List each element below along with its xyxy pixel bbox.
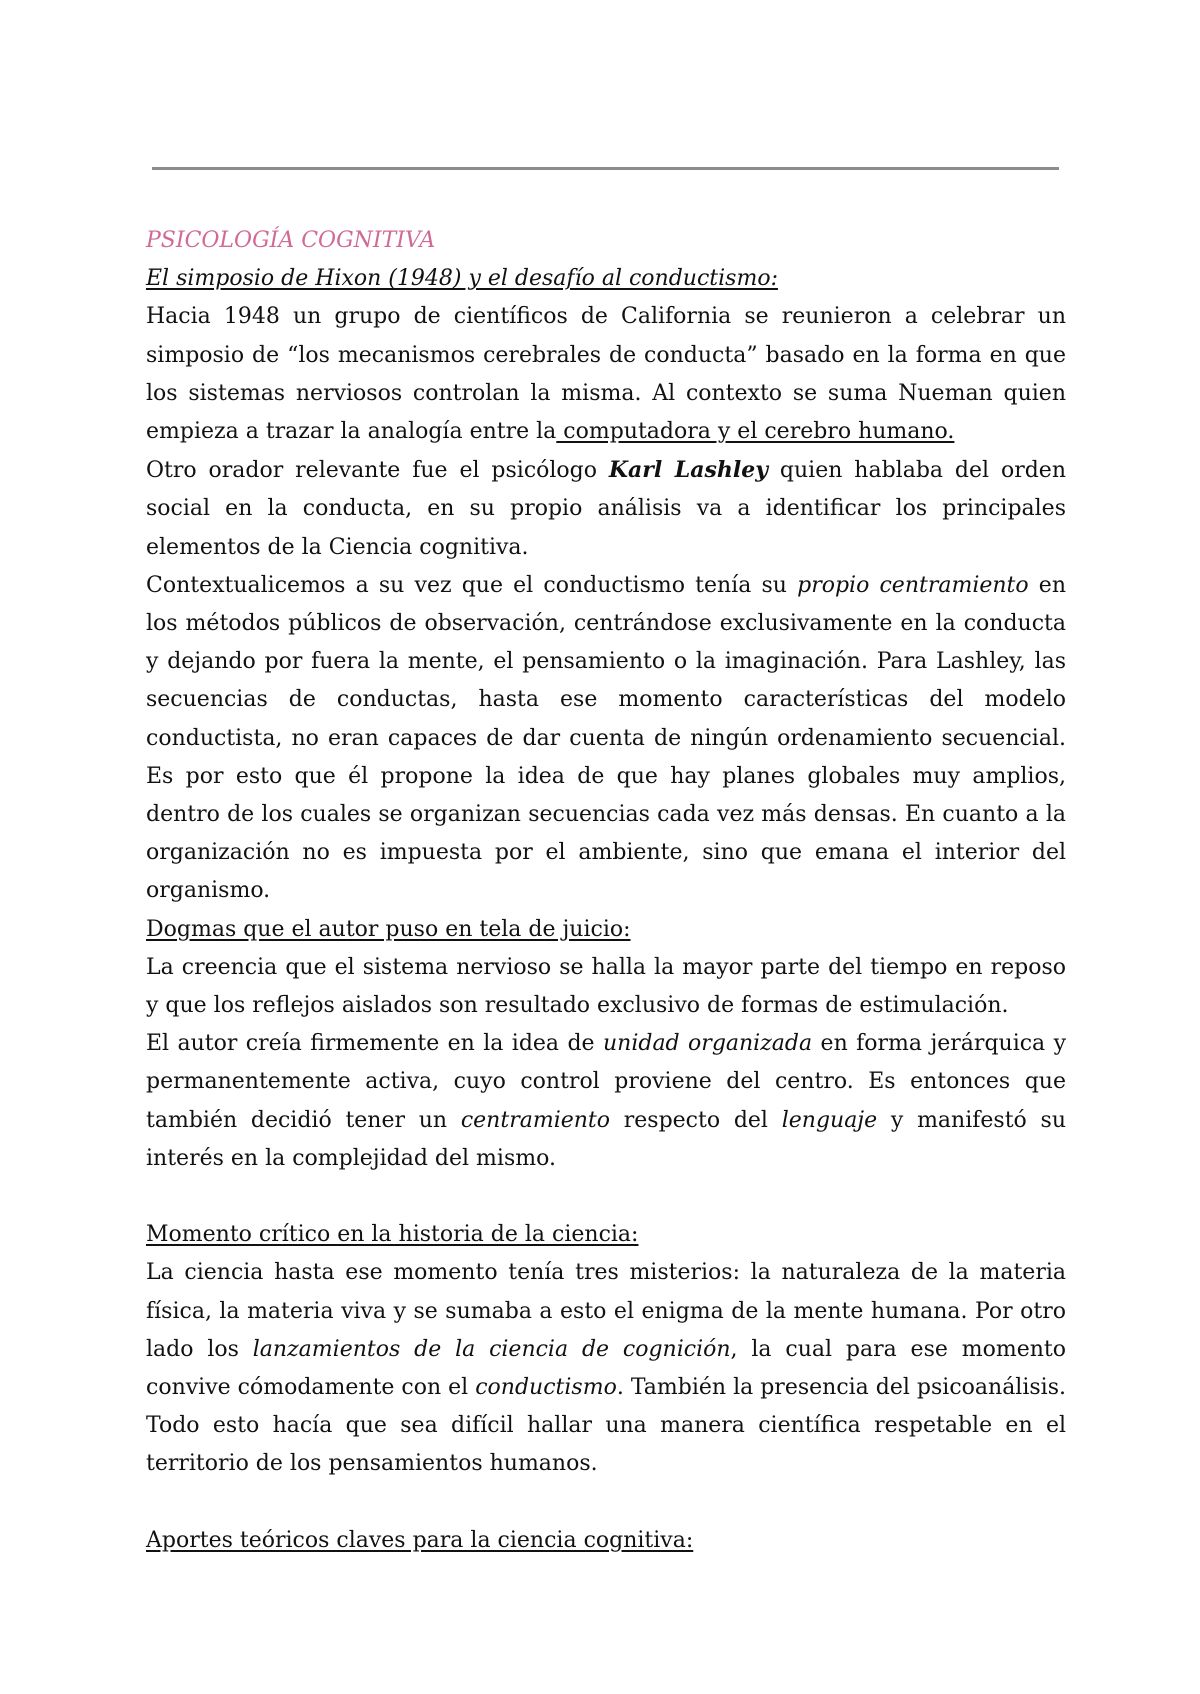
paragraph-text: La creencia que el sistema nervioso se halla la mayor parte del tiempo en reposo y que los reflejos aislados son resultado exclusivo de formas de estimulación. bbox=[146, 954, 1066, 1019]
paragraph-text: . También la presencia del psicoanálisis. Todo esto hacía que sea difícil hallar una manera científica respetable en el territorio de los pensamientos humanos. bbox=[146, 1375, 1066, 1477]
italic-phrase: conductismo bbox=[475, 1375, 617, 1401]
author-name: Karl Lashley bbox=[608, 457, 769, 484]
paragraph-text: , la cual para ese momento convive cómodamente con el bbox=[146, 1336, 1066, 1401]
paragraph-text: Hacia 1948 un grupo de científicos de California se reunieron a celebrar un simposio de “los mecanismos cerebrales de conducta” basado en la forma en que los sistemas nerviosos controlan la misma. Al contexto se suma Nueman quien empieza a trazar la analogía entre la bbox=[146, 304, 1066, 445]
paragraph-text: Otro orador relevante fue el psicólogo bbox=[146, 458, 609, 484]
paragraph-dogmas bbox=[146, 949, 1066, 1025]
paragraph-text: La ciencia hasta ese momento tenía tres misterios: la naturaleza de la materia física, la materia viva y se sumaba a esto el enigma de la mente humana. Por otro lado los bbox=[146, 1260, 1066, 1362]
paragraph-text: respecto del bbox=[610, 1107, 782, 1133]
underlined-phrase: computadora y el cerebro humano. bbox=[556, 419, 955, 445]
section-heading-dogmas: Dogmas que el autor puso en tela de juicio: bbox=[146, 916, 631, 942]
paragraph-conductismo bbox=[146, 567, 1066, 911]
section-heading-hixon: El simposio de Hixon (1948) y el desafío al conductismo: bbox=[146, 266, 778, 292]
header-rule bbox=[152, 167, 1059, 170]
section-heading-aportes: Aportes teóricos claves para la ciencia cognitiva: bbox=[146, 1527, 694, 1553]
paragraph-lashley bbox=[146, 451, 1066, 567]
paragraph-text: en forma jerárquica y permanentemente activa, cuyo control proviene del centro. Es entonces que también decidió tener un bbox=[146, 1031, 1067, 1133]
italic-phrase: lanzamientos de la ciencia de cognición bbox=[252, 1336, 731, 1362]
italic-phrase: lenguaje bbox=[781, 1107, 878, 1133]
italic-phrase: unidad organizada bbox=[602, 1031, 813, 1057]
paragraph-text: quien hablaba del orden social en la conducta, en su propio análisis va a identificar los principales elementos de la Ciencia cognitiva. bbox=[146, 458, 1066, 560]
document-title: PSICOLOGÍA COGNITIVA bbox=[146, 228, 436, 253]
paragraph-text: en los métodos públicos de observación, centrándose exclusivamente en la conducta y dejando por fuera la mente, el pensamiento o la imaginación. Para Lashley, las secuencias de conductas, hasta ese momento características del modelo conductista, no eran capaces de dar cuenta de ningún ordenamiento secuencial. Es por esto que él propone la idea de que hay planes globales muy amplios, dentro de los cuales se organizan secuencias cada vez más densas. En cuanto a la organización no es impuesta por el ambiente, sino que emana el interior del organismo. bbox=[146, 572, 1066, 904]
paragraph-spacer bbox=[146, 1484, 1066, 1522]
paragraph-misterios bbox=[146, 1254, 1066, 1483]
paragraph-unidad-organizada bbox=[146, 1025, 1066, 1178]
page-content bbox=[146, 222, 1066, 1560]
paragraph-spacer bbox=[146, 1178, 1066, 1216]
paragraph-text: Contextualicemos a su vez que el conductismo tenía su bbox=[146, 572, 798, 598]
paragraph-hixon-intro bbox=[146, 298, 1066, 451]
paragraph-text: y manifestó su interés en la complejidad del mismo. bbox=[146, 1107, 1066, 1171]
paragraph-text: El autor creía firmemente en la idea de bbox=[146, 1031, 603, 1057]
italic-phrase: propio centramiento bbox=[797, 572, 1029, 598]
section-heading-momento-critico: Momento crítico en la historia de la ciencia: bbox=[146, 1222, 639, 1248]
italic-phrase: centramiento bbox=[460, 1107, 610, 1133]
